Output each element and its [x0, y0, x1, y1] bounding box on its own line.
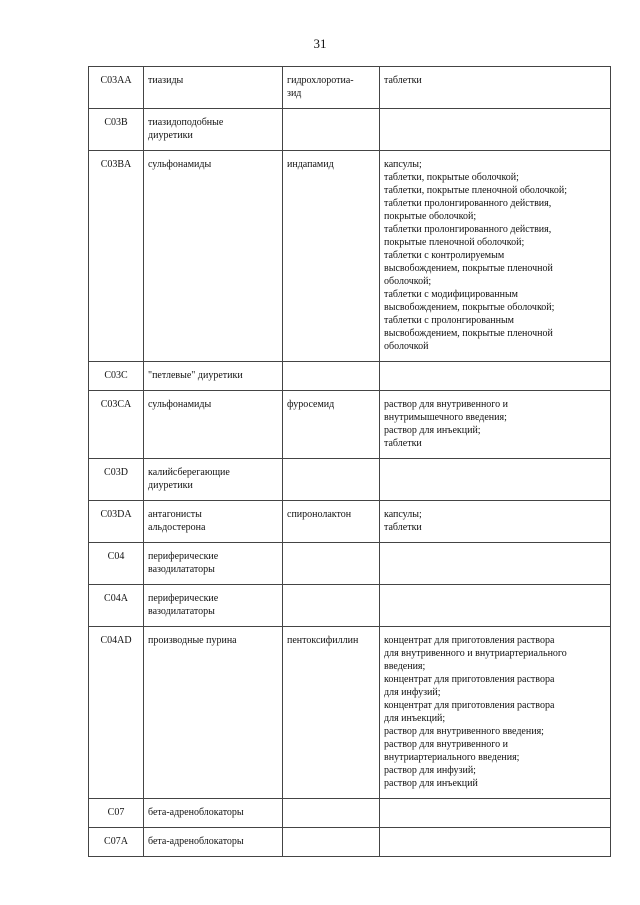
dosage-form-line: высвобождением, покрытые пленочной: [384, 263, 553, 274]
group-name-cell: тиазидоподобные диуретики: [144, 109, 283, 151]
dosage-form-line: внутриартериального введения;: [384, 752, 520, 763]
dosage-form-line: капсулы;: [384, 509, 422, 520]
dosage-form-line: раствор для инъекций;: [384, 425, 481, 436]
dosage-form-line: таблетки с модифицированным: [384, 289, 519, 300]
group-name-cell: периферические вазодилататоры: [144, 585, 283, 627]
dosage-form-line: раствор для внутривенного введения;: [384, 726, 544, 737]
dosage-form-line: таблетки, покрытые оболочкой;: [384, 172, 519, 183]
group-name-cell: тиазиды: [144, 67, 283, 109]
dosage-form-line: таблетки пролонгированного действия,: [384, 224, 552, 235]
group-name-cell: производные пурина: [144, 627, 283, 799]
dosage-form-line: таблетки с контролируемым: [384, 250, 505, 261]
atc-code-cell: C07: [89, 799, 144, 828]
dosage-form-line: таблетки с пролонгированным: [384, 315, 515, 326]
dosage-form-line: таблетки пролонгированного действия,: [384, 198, 552, 209]
table-body: [89, 67, 611, 857]
atc-code-cell: C03DA: [89, 501, 144, 543]
dosage-forms-cell: [380, 391, 611, 459]
substance-cell: [283, 109, 380, 151]
dosage-forms-cell: [380, 501, 611, 543]
table-row: [89, 585, 611, 627]
group-name-cell: бета-адреноблокаторы: [144, 828, 283, 857]
table-row: [89, 627, 611, 799]
table-row: [89, 362, 611, 391]
dosage-form-line: покрытые оболочкой;: [384, 211, 477, 222]
table-row: [89, 543, 611, 585]
group-name-cell: сульфонамиды: [144, 151, 283, 362]
dosage-form-line: концентрат для приготовления раствора: [384, 674, 555, 685]
table-row: [89, 828, 611, 857]
substance-cell: фуросемид: [283, 391, 380, 459]
dosage-form-line: высвобождением, покрытые пленочной: [384, 328, 553, 339]
dosage-form-line: для инъекций;: [384, 713, 446, 724]
dosage-form-line: таблетки, покрытые пленочной оболочкой;: [384, 185, 568, 196]
dosage-forms-cell: [380, 585, 611, 627]
table-row: [89, 67, 611, 109]
atc-code-cell: C03C: [89, 362, 144, 391]
dosage-form-line: таблетки: [384, 522, 422, 533]
dosage-form-line: раствор для инфузий;: [384, 765, 476, 776]
atc-code-cell: C03CA: [89, 391, 144, 459]
atc-code-cell: C07A: [89, 828, 144, 857]
dosage-form-line: капсулы;: [384, 159, 422, 170]
dosage-form-line: для инфузий;: [384, 687, 441, 698]
substance-cell: [283, 459, 380, 501]
table-row: [89, 151, 611, 362]
substance-cell: спиронолактон: [283, 501, 380, 543]
atc-code-cell: C03AA: [89, 67, 144, 109]
substance-cell: [283, 799, 380, 828]
table-row: [89, 109, 611, 151]
dosage-form-line: концентрат для приготовления раствора: [384, 635, 555, 646]
drug-table: [88, 66, 611, 857]
group-name-cell: бета-адреноблокаторы: [144, 799, 283, 828]
substance-cell: [283, 828, 380, 857]
dosage-form-line: оболочкой: [384, 341, 429, 352]
page-number: 31: [313, 36, 327, 51]
substance-cell: [283, 543, 380, 585]
atc-code-cell: C04AD: [89, 627, 144, 799]
dosage-forms-cell: [380, 67, 611, 109]
dosage-form-line: высвобождением, покрытые оболочкой;: [384, 302, 555, 313]
dosage-forms-cell: [380, 459, 611, 501]
dosage-form-line: внутримышечного введения;: [384, 412, 507, 423]
substance-cell: гидрохлоротиа- зид: [283, 67, 380, 109]
dosage-form-line: раствор для внутривенного и: [384, 399, 509, 410]
group-name-cell: антагонисты альдостерона: [144, 501, 283, 543]
substance-cell: индапамид: [283, 151, 380, 362]
atc-code-cell: C03BA: [89, 151, 144, 362]
dosage-form-line: оболочкой;: [384, 276, 432, 287]
atc-code-cell: C03B: [89, 109, 144, 151]
dosage-form-line: раствор для внутривенного и: [384, 739, 509, 750]
table-row: [89, 799, 611, 828]
dosage-forms-cell: [380, 362, 611, 391]
dosage-form-line: введения;: [384, 661, 426, 672]
dosage-form-line: для внутривенного и внутриартериального: [384, 648, 567, 659]
dosage-forms-cell: [380, 543, 611, 585]
dosage-forms-cell: [380, 828, 611, 857]
dosage-form-line: концентрат для приготовления раствора: [384, 700, 555, 711]
dosage-form-line: раствор для инъекций: [384, 778, 478, 789]
atc-code-cell: C04A: [89, 585, 144, 627]
dosage-forms-cell: [380, 109, 611, 151]
table-row: [89, 391, 611, 459]
dosage-forms-cell: [380, 151, 611, 362]
substance-cell: пентоксифиллин: [283, 627, 380, 799]
dosage-form-line: таблетки: [384, 75, 422, 86]
table-row: [89, 459, 611, 501]
atc-code-cell: C04: [89, 543, 144, 585]
atc-code-cell: C03D: [89, 459, 144, 501]
group-name-cell: периферические вазодилататоры: [144, 543, 283, 585]
dosage-form-line: таблетки: [384, 438, 422, 449]
group-name-cell: сульфонамиды: [144, 391, 283, 459]
substance-cell: [283, 585, 380, 627]
group-name-cell: "петлевые" диуретики: [144, 362, 283, 391]
dosage-forms-cell: [380, 799, 611, 828]
dosage-forms-cell: [380, 627, 611, 799]
group-name-cell: калийсберегающие диуретики: [144, 459, 283, 501]
dosage-form-line: покрытые пленочной оболочкой;: [384, 237, 525, 248]
substance-cell: [283, 362, 380, 391]
table-row: [89, 501, 611, 543]
